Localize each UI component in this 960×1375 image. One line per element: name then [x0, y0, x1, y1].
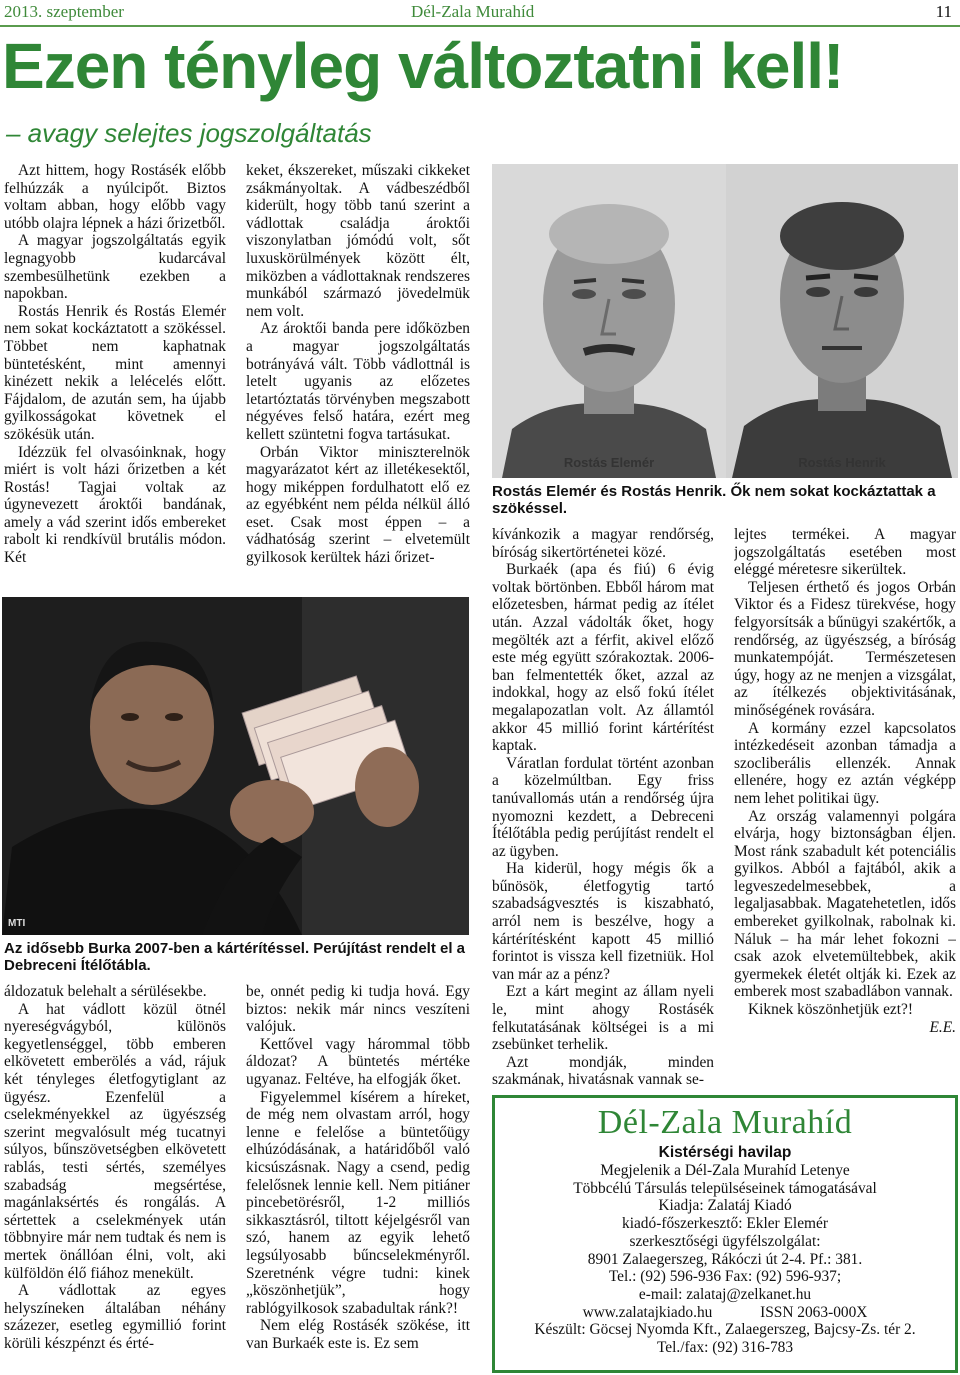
- column-4: [734, 526, 956, 1088]
- paragraph: áldozatuk belehalt a sérülésekbe.: [4, 983, 207, 1000]
- imprint-line: e-mail: zalataj@zelkanet.hu: [638, 1285, 812, 1303]
- column-2: [246, 162, 470, 592]
- column-3: [492, 526, 714, 1088]
- subheadline: – avagy selejtes jogszolgáltatás: [6, 118, 372, 148]
- paragraph: Az ároktői banda pere időközben a magyar jogszolgáltatás botrányává vált. Több vádlottnál is letelt ugyanis az előzetes letartóztatás törvényben megszabott négyéves felső határa, ezért meg kellett szüntetni fogva tartásukat.: [246, 320, 470, 443]
- imprint-printer: Készült: Göcsej Nyomda Kft., Zalaegerszeg, Bajcsy-Zs. tér 2.: [534, 1321, 916, 1339]
- mugshot-henrik: [726, 164, 958, 478]
- paragraph: Idézzük fel olvasóinknak, hogy miért is volt házi őrizetben a két Rostás! Tagjai voltak az úgynevezett ároktői bandának, amely a vád szerint idős embereket rabolt ki rendkívül brutális módon. Két: [4, 443, 226, 567]
- mugshot-henrik-image: [726, 164, 958, 478]
- paragraph: Rostás Henrik és Rostás Elemér nem sokat kockáztatott a szökéssel. Többet nem kaphatnak büntetésként, mint amennyi kinézett nekik a lelécelés előtt. Fájdalom, de azután sem, ha újabb gyilkosságokat követnek el szökésük után.: [4, 302, 226, 443]
- paragraph: Ha kiderül, hogy mégis ők a bűnösök, életfogytig tartó szabadságvesztés is kiszabható, arról nem is beszélve, hogy a kártérítésként kapott 45 millió forintot is vissza kell fizetniük. Hol van már az a pénz?: [492, 860, 714, 983]
- issue-date: 2013. szeptember: [4, 2, 124, 21]
- paragraph: Figyelemmel kísérem a híreket, de még nem olvastam arról, hogy lenne e felelőse a büntetőügy elhúzódásának, a határidőből való kicsúszásnak. Nagy a csend, pedig felelősnek lennie kell. Nem pitiáner pincebetörésről, 1-2 milliós sikkasztásról, tiltott kéjelgésről van szó, hanem az egyik lehető legsúlyosabb bűncselekményről. Szeretnénk végre tudni: kinek „köszönhetjük”, hogy rablógyilkosok szabadultak ránk?!: [246, 1088, 470, 1317]
- imprint-line: szerkesztőségi ügyfélszolgálat:: [629, 1232, 821, 1250]
- mugshot-label: Rostás Elemér: [563, 455, 655, 470]
- mugshot-caption: Rostás Elemér és Rostás Henrik. Ők nem sokat kockáztattak a szökéssel.: [492, 483, 936, 517]
- column-6: [246, 983, 470, 1373]
- imprint-line: 8901 Zalaegerszeg, Rákóczi út 2-4. Pf.: 381.: [587, 1250, 863, 1268]
- imprint-subtitle: Kistérségi havilap: [658, 1144, 792, 1161]
- paragraph: lejtes termékei. A magyar jogszolgáltatás esetében most eléggé méretesre sikerültek.: [734, 526, 956, 579]
- imprint-line: Megjelenik a Dél-Zala Murahíd Letenye: [600, 1162, 850, 1179]
- paragraph: Kettővel vagy hárommal több áldozat? A büntetés mértéke ugyanaz. Feltéve, ha elfogják őket.: [246, 1035, 470, 1088]
- imprint-issn: ISSN 2063-000X: [760, 1303, 868, 1321]
- headline: Ezen tényleg változtatni kell!: [2, 30, 844, 102]
- paragraph: Ezt a kárt megint az állam nyeli le, mint ahogy Rostásék felkutatásának költségei is a mi zsebünket terhelik.: [492, 983, 714, 1054]
- paragraph: be, onnét pedig ki tudja hová. Egy biztos: nekik már nincs veszíteni valójuk.: [246, 983, 470, 1036]
- paragraph: A vádlottak az egyes helyszíneken általában néhány százezer, esetleg egymillió forint körüli készpénzt és érté-: [4, 1282, 226, 1352]
- paragraph: A magyar jogszolgáltatás egyik legnagyobb kudarcával szembesülhetünk ezekben a napokban.: [4, 232, 226, 303]
- page-header: [0, 0, 960, 26]
- header-rule: [0, 25, 960, 27]
- paragraph: Teljesen érthető és jogos Orbán Viktor és a Fidesz türekvése, hogy felgyorsítsák a bűnügyi szakértők, a rendőrség, az ügyészség, a bíróság munkatempóját. Természetesen úgy, hogy az ne menjen a vizsgálat, az ítélkezés objektivitásának, minőségének rovására.: [734, 578, 956, 719]
- paragraph: Nem elég Rostásék szökése, itt van Burkaék este is. Ez sem: [246, 1317, 470, 1352]
- photo-burka-image: [2, 597, 469, 935]
- paragraph: keket, ékszereket, műszaki cikkeket zsákmányoltak. A vádbeszédből kiderült, hogy több tanú szerint a vádlottak családja ároktői viszonylatban jómódú volt, sőt luxuskörülmények között élt, miközben a vádlottaknak rendszeres munkából származó jövedelmük nem volt.: [246, 162, 470, 320]
- imprint-box: [492, 1095, 958, 1373]
- imprint-line: Kiadja: Zalatáj Kiadó: [658, 1197, 792, 1215]
- imprint-phone: Tel./fax: (92) 316-783: [656, 1339, 794, 1357]
- imprint-line: kiadó-főszerkesztő: Ekler Elemér: [622, 1215, 828, 1233]
- page-number: 11: [935, 2, 952, 21]
- mugshot-elemer-image: [492, 164, 726, 478]
- imprint-title: Dél-Zala Murahíd: [597, 1104, 853, 1141]
- paragraph: Azt hittem, hogy Rostásék előbb felhúzzák a nyúlcipőt. Biztos voltam abban, hogy előbb vagy utóbb olajra lépnek a házi őrizetből.: [4, 162, 226, 232]
- paragraph: Váratlan fordulat történt azonban a közelmúltban. Egy friss tanúvallomás után a rendőrség újra nyomozni kezdett, a Debreceni Ítélőtábla pedig perújítást rendelt el az ügyben.: [492, 754, 714, 860]
- photo-caption: Az idősebb Burka 2007-ben a kártérítéssel. Perújítást rendelt el a Debreceni Ítélőtábla.: [4, 940, 466, 974]
- paper-name: Dél-Zala Murahíd: [411, 2, 535, 21]
- paragraph: Azt mondják, minden szakmának, hivatásnak vannak se-: [492, 1053, 714, 1088]
- paragraph: kívánkozik a magyar rendőrség, bíróság sikertörténetei közé.: [492, 526, 714, 561]
- paragraph: A kormány ezzel kapcsolatos intézkedéseit azonban támadja a szocliberális ellenzék. Annak ellenére, hogy ez aztán végképp nem lehet politikai ügy.: [734, 719, 956, 807]
- photo-credit: MTI: [8, 918, 26, 929]
- author-signature: E.E.: [929, 1018, 956, 1036]
- imprint-web-row: [495, 1304, 955, 1322]
- imprint-website: www.zalatajkiado.hu: [582, 1303, 713, 1321]
- imprint-line: Többcélú Társulás települséseinek támogatásával: [573, 1179, 877, 1197]
- column-1: [4, 162, 226, 592]
- paragraph: Kiknek köszönhetjük ezt?!: [748, 1001, 913, 1019]
- mugshot-label: Rostás Henrik: [798, 455, 886, 470]
- paragraph: Az ország valamennyi polgára elvárja, hogy biztonságban éljen. Most ránk szabadult két potenciális gyilkos. Abból a fajtából, akik a legveszedelmesebbek, a legaljasabbak. Magatehetetlen, idős embereket gyilkolnak, rabolnak ki. Náluk – ha már lehet fokozni – csak azok elvetemültebbek, akik gyermekek életét oltják ki. Ezek az emberek most szabadlábon vannak.: [734, 807, 956, 1001]
- paragraph: Burkaék (apa és fiú) 6 évig voltak börtönben. Ebből három mat előzetesben, hármat pedig az ítélet után. Azzal vádolták őket, hogy megölték azt a férfit, akivel előző este még együtt szórakoztak. 2006-ban felmentették őket, azzal az indokkal, hogy az első fokú ítélet megalapozatlan volt. Az államtól akkor 45 millió forint kártérítést kaptak.: [492, 561, 714, 755]
- imprint-line: Tel.: (92) 596-936 Fax: (92) 596-937;: [608, 1268, 842, 1286]
- paragraph: A hat vádlott közül ötnél nyereségvágyból, különös kegyetlenséggel, több emberen elkövetett emberölés a vád, rájuk két tényleges életfogytiglant az ügyész. Ezenfelül a cselekményekkel az ügyészség szerint megvalósult még tucatnyi súlyos, bűnszövetségben elkövetett rablás, testi sértés, személyes szabadság megsértése, magánlaksértés és rongálás. A sértettek a cselekmények után többnyire már nem tudtak és nem is mertek önállóan élni, volt, aki külföldön élő fiához menekült.: [4, 1000, 226, 1282]
- photo-burka: [2, 597, 469, 935]
- paragraph: Orbán Viktor miniszterelnök magyarázatot kért az illetékesektől, hogy miképpen fordulhatott elő ez az egyébként nem példa nélkül álló eset. Csak most éppen – a vádhatóság szerint – elvetemült gyilkosok kerültek házi őrizet-: [246, 443, 470, 567]
- column-5: [4, 983, 226, 1373]
- mugshot-elemer: [492, 164, 726, 478]
